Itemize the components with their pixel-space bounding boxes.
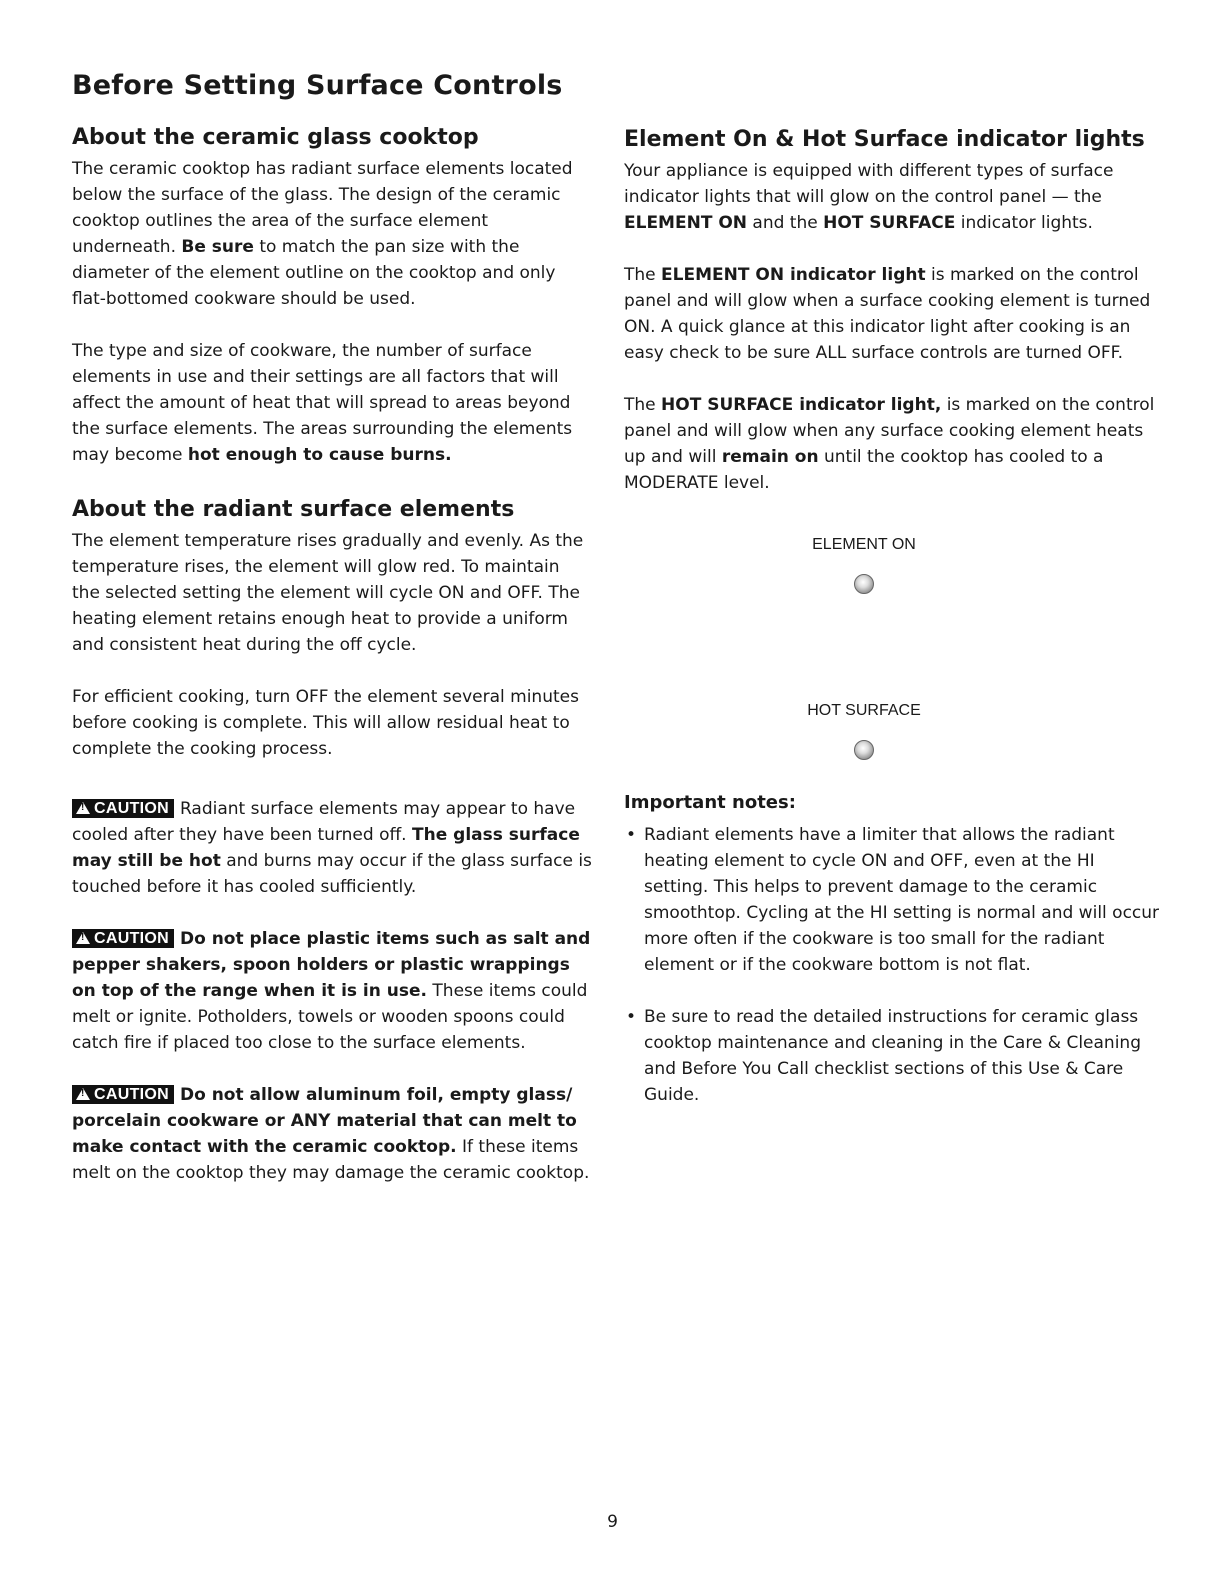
caution-badge xyxy=(72,929,174,948)
text: Radiant surface elements may appear to have cooled after they have been turned off. xyxy=(72,799,576,845)
text: indicator lights. xyxy=(955,213,1093,233)
section-heading-indicator-lights: Element On & Hot Surface indicator lights xyxy=(624,127,1145,152)
warning-icon xyxy=(76,1088,90,1100)
indicator-label: HOT SURFACE xyxy=(807,702,921,719)
text: and burns may occur if the glass surface is touched before it has cooled sufficiently. xyxy=(72,851,592,897)
section-heading-ceramic-glass: About the ceramic glass cooktop xyxy=(72,125,479,150)
bold-text: hot enough to cause burns. xyxy=(187,445,452,465)
bold-text: HOT SURFACE indicator light, xyxy=(661,395,942,415)
text: to match the pan size with the diameter of the element outline on the cooktop and only flat-bottomed cookware should be used. xyxy=(72,237,556,309)
bold-text: The glass surface may still be hot xyxy=(72,825,580,871)
important-notes-heading: Important notes: xyxy=(624,792,796,813)
caution-badge xyxy=(72,1085,174,1104)
paragraph xyxy=(624,158,1164,236)
bold-text: Do not allow aluminum foil, empty glass/ porcelain cookware or ANY material that can melt to make contact with the ceramic cooktop. xyxy=(72,1085,577,1157)
text: Your appliance is equipped with different types of surface indicator lights that will glow on the control panel — the xyxy=(624,161,1114,207)
text: The xyxy=(624,395,662,415)
left-column xyxy=(72,124,592,1186)
paragraph xyxy=(72,338,592,468)
paragraph xyxy=(624,262,1164,366)
bold-text: Do not place plastic items such as salt and pepper shakers, spoon holders or plastic wrappings on top of the range when it is in use. xyxy=(72,929,591,1001)
list-item: • Radiant elements have a limiter that allows the radiant heating element to cycle ON and OFF, even at the HI setting. This helps to prevent damage to the ceramic smoothtop. Cycling at the HI setting is normal and will occur more often if the cookware is too small for the radiant element or if the cookware bottom is not flat. xyxy=(624,822,1164,978)
text: is marked on the control panel and will glow when a surface cooking element is turned ON. A quick glance at this indicator light after cooking is an easy check to be sure ALL surface controls are turned OFF. xyxy=(624,265,1151,363)
text: until the cooktop has cooled to a MODERATE level. xyxy=(624,447,1104,493)
paragraph: For efficient cooking, turn OFF the element several minutes before cooking is complete. This will allow residual heat to complete the cooking process. xyxy=(72,687,579,759)
bold-text: HOT SURFACE xyxy=(823,213,956,233)
caution-paragraph xyxy=(72,796,592,900)
text: These items could melt or ignite. Potholders, towels or wooden spoons could catch fire if placed too close to the surface elements. xyxy=(72,981,588,1053)
indicator-light-icon xyxy=(854,574,874,594)
caution-paragraph xyxy=(72,926,592,1056)
section-heading-radiant-elements: About the radiant surface elements xyxy=(72,497,515,522)
bold-text: ELEMENT ON indicator light xyxy=(661,265,926,285)
text: If these items melt on the cooktop they may damage the ceramic cooktop. xyxy=(72,1137,590,1183)
paragraph xyxy=(72,156,592,312)
text: and the xyxy=(747,213,824,233)
page-number: 9 xyxy=(607,1512,618,1532)
warning-icon xyxy=(76,932,90,944)
indicator-label: ELEMENT ON xyxy=(812,536,916,553)
caution-label: CAUTION xyxy=(94,930,169,947)
bold-text: ELEMENT ON xyxy=(624,213,748,233)
bold-text: Be sure xyxy=(181,237,254,257)
page-title: Before Setting Surface Controls xyxy=(72,70,563,101)
paragraph xyxy=(624,392,1164,496)
text: The type and size of cookware, the number of surface elements in use and their settings are all factors that will affect the amount of heat that will spread to areas beyond the surface elements. The areas surrounding the elements may become xyxy=(72,341,573,465)
text: The ceramic cooktop has radiant surface elements located below the surface of the glass. The design of the ceramic cooktop outlines the area of the surface element underneath. xyxy=(72,159,573,257)
notes-list xyxy=(624,822,1164,1108)
bold-text: remain on xyxy=(721,447,819,467)
caution-label: CAUTION xyxy=(94,800,169,817)
element-on-indicator xyxy=(624,532,1104,594)
caution-badge xyxy=(72,799,174,818)
caution-paragraph xyxy=(72,1082,592,1186)
list-item: • Be sure to read the detailed instructions for ceramic glass cooktop maintenance and cleaning in the Care & Cleaning and Before You Call checklist sections of this Use & Care Guide. xyxy=(624,1004,1164,1108)
paragraph: The element temperature rises gradually and evenly. As the temperature rises, the element will glow red. To maintain the selected setting the element will cycle ON and OFF. The heating element retains enough heat to provide a uniform and consistent heat during the off cycle. xyxy=(72,531,584,655)
warning-icon xyxy=(76,802,90,814)
caution-label: CAUTION xyxy=(94,1086,169,1103)
hot-surface-indicator xyxy=(624,698,1104,760)
text: The xyxy=(624,265,662,285)
indicator-light-icon xyxy=(854,740,874,760)
text: is marked on the control panel and will glow when any surface cooking element heats up and will xyxy=(624,395,1155,467)
right-column xyxy=(624,126,1164,1108)
